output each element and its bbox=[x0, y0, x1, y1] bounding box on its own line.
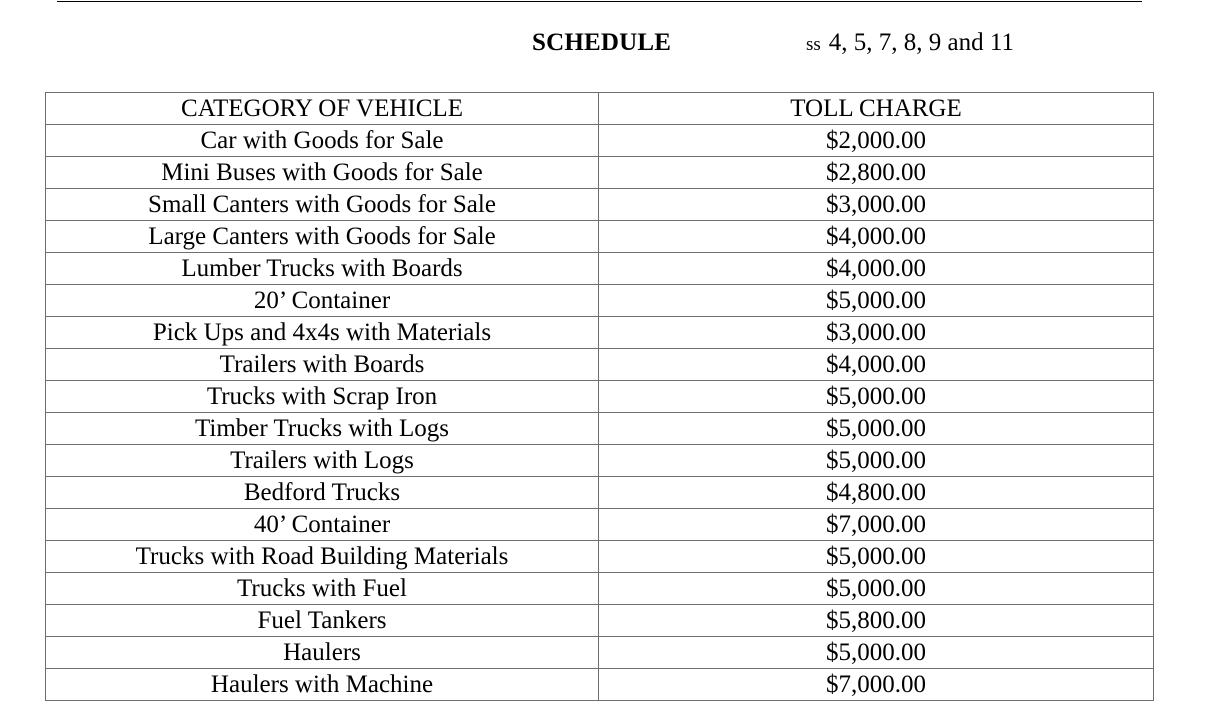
table-row bbox=[46, 317, 1154, 349]
table-row bbox=[46, 349, 1154, 381]
vehicle-category-cell: Car with Goods for Sale bbox=[46, 125, 599, 157]
table-row bbox=[46, 541, 1154, 573]
toll-charge-cell: $5,000.00 bbox=[599, 445, 1154, 477]
table-row bbox=[46, 509, 1154, 541]
vehicle-category-cell: Trailers with Boards bbox=[46, 349, 599, 381]
table-row bbox=[46, 189, 1154, 221]
toll-charge-cell: $7,000.00 bbox=[599, 509, 1154, 541]
vehicle-category-cell: Timber Trucks with Logs bbox=[46, 413, 599, 445]
table-row bbox=[46, 605, 1154, 637]
vehicle-category-cell: Haulers bbox=[46, 637, 599, 669]
vehicle-category-cell: Trucks with Fuel bbox=[46, 573, 599, 605]
vehicle-category-cell: Trucks with Road Building Materials bbox=[46, 541, 599, 573]
toll-charge-cell: $5,000.00 bbox=[599, 285, 1154, 317]
table-row bbox=[46, 253, 1154, 285]
table-row bbox=[46, 637, 1154, 669]
schedule-title: SCHEDULE bbox=[532, 29, 672, 56]
sections-prefix: ss bbox=[806, 34, 821, 55]
vehicle-category-cell: Large Canters with Goods for Sale bbox=[46, 221, 599, 253]
toll-charge-cell: $5,800.00 bbox=[599, 605, 1154, 637]
sections-list: 4, 5, 7, 8, 9 and 11 bbox=[828, 29, 1014, 56]
toll-charge-cell: $4,000.00 bbox=[599, 349, 1154, 381]
table-row bbox=[46, 413, 1154, 445]
column-header-category: CATEGORY OF VEHICLE bbox=[46, 93, 599, 125]
vehicle-category-cell: Haulers with Machine bbox=[46, 669, 599, 701]
table-row bbox=[46, 445, 1154, 477]
table-row bbox=[46, 381, 1154, 413]
vehicle-category-cell: Lumber Trucks with Boards bbox=[46, 253, 599, 285]
toll-charge-cell: $2,000.00 bbox=[599, 125, 1154, 157]
table-row bbox=[46, 221, 1154, 253]
section-references bbox=[806, 29, 1014, 57]
toll-charge-cell: $5,000.00 bbox=[599, 573, 1154, 605]
table-row bbox=[46, 125, 1154, 157]
toll-charge-cell: $4,000.00 bbox=[599, 253, 1154, 285]
table-row bbox=[46, 285, 1154, 317]
toll-charge-cell: $3,000.00 bbox=[599, 317, 1154, 349]
toll-charge-cell: $4,800.00 bbox=[599, 477, 1154, 509]
table-body bbox=[46, 125, 1154, 701]
toll-charge-cell: $7,000.00 bbox=[599, 669, 1154, 701]
vehicle-category-cell: 40’ Container bbox=[46, 509, 599, 541]
toll-charge-cell: $5,000.00 bbox=[599, 413, 1154, 445]
table-row bbox=[46, 573, 1154, 605]
vehicle-category-cell: Small Canters with Goods for Sale bbox=[46, 189, 599, 221]
table-row bbox=[46, 669, 1154, 701]
vehicle-category-cell: Trailers with Logs bbox=[46, 445, 599, 477]
column-header-toll-charge: TOLL CHARGE bbox=[599, 93, 1154, 125]
vehicle-category-cell: Fuel Tankers bbox=[46, 605, 599, 637]
table-row bbox=[46, 157, 1154, 189]
toll-charge-cell: $5,000.00 bbox=[599, 381, 1154, 413]
toll-charge-cell: $4,000.00 bbox=[599, 221, 1154, 253]
vehicle-category-cell: Mini Buses with Goods for Sale bbox=[46, 157, 599, 189]
toll-charge-cell: $3,000.00 bbox=[599, 189, 1154, 221]
vehicle-category-cell: Trucks with Scrap Iron bbox=[46, 381, 599, 413]
toll-charge-cell: $5,000.00 bbox=[599, 541, 1154, 573]
vehicle-category-cell: Pick Ups and 4x4s with Materials bbox=[46, 317, 599, 349]
toll-charge-cell: $2,800.00 bbox=[599, 157, 1154, 189]
toll-schedule-table bbox=[45, 92, 1154, 701]
vehicle-category-cell: 20’ Container bbox=[46, 285, 599, 317]
vehicle-category-cell: Bedford Trucks bbox=[46, 477, 599, 509]
table-row bbox=[46, 477, 1154, 509]
toll-charge-cell: $5,000.00 bbox=[599, 637, 1154, 669]
top-rule bbox=[57, 1, 1142, 2]
table-header-row bbox=[46, 93, 1154, 125]
